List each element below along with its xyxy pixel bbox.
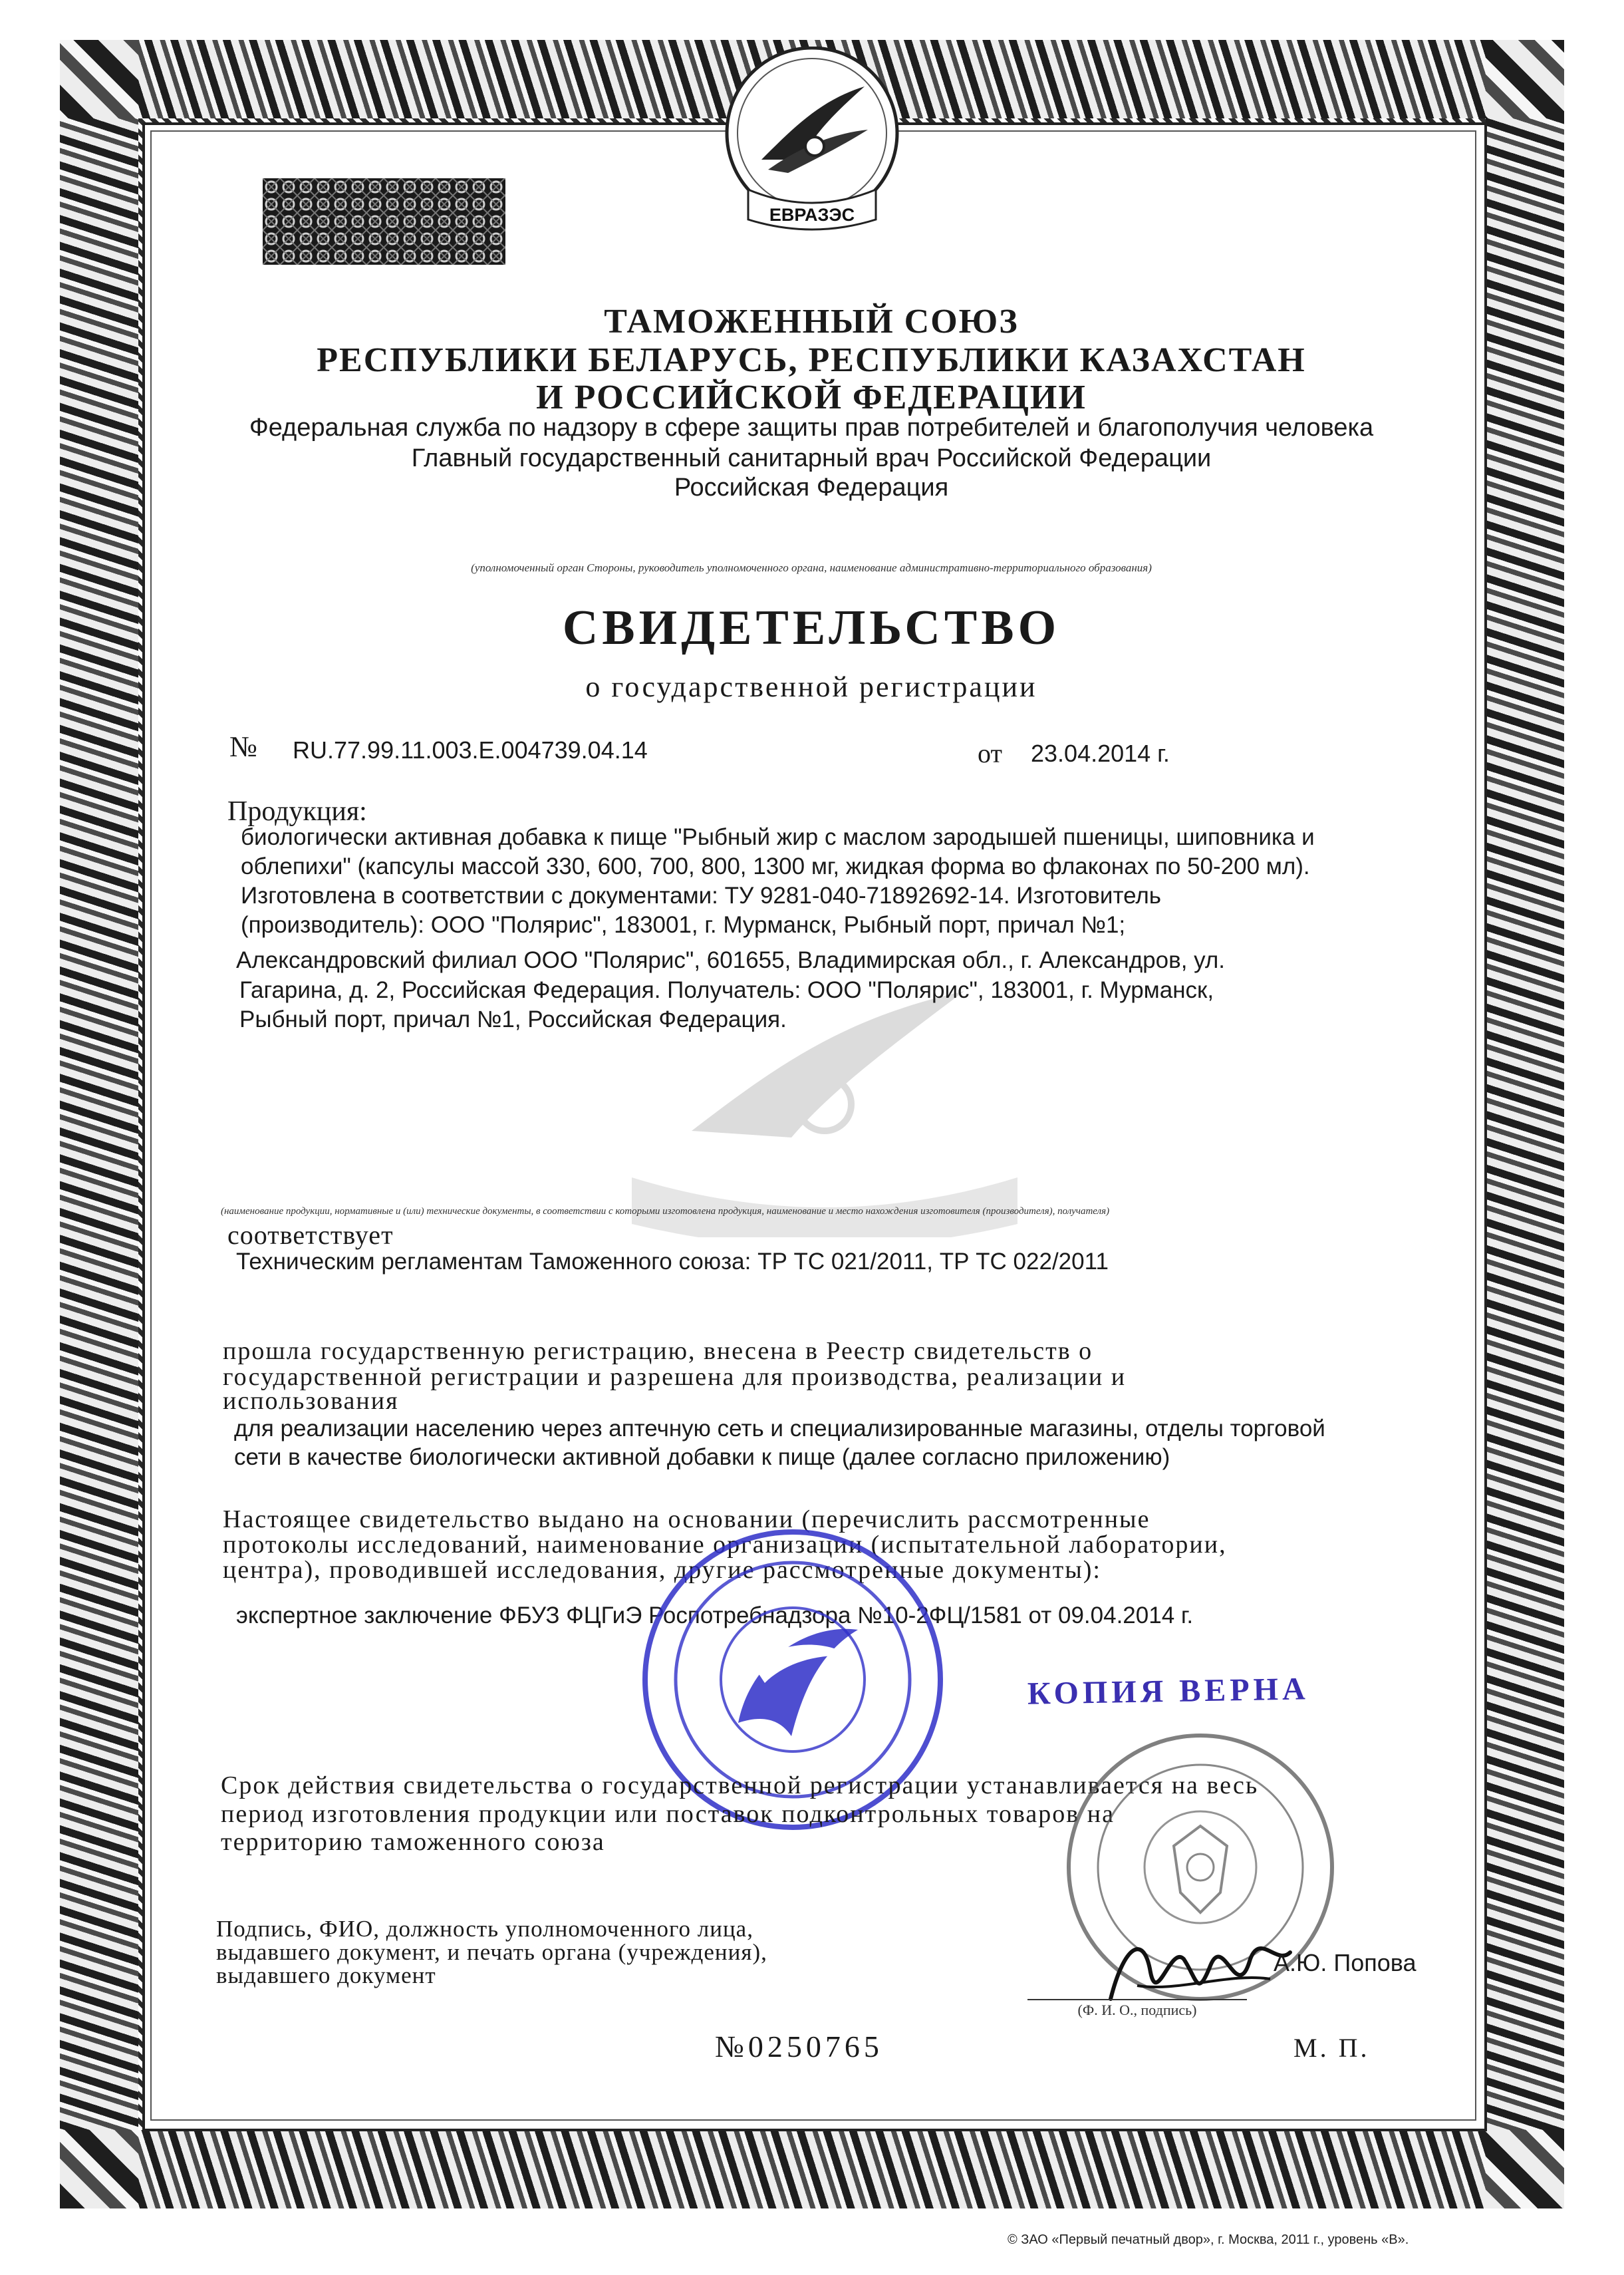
header-line1: ТАМОЖЕННЫЙ СОЮЗ [604, 303, 1019, 341]
registration-detail-2: сети в качестве биологически активной добавки к пище (далее согласно приложению) [234, 1444, 1170, 1470]
product-line-6: Гагарина, д. 2, Российская Федерация. Получатель: ООО "Полярис", 183001, г. Мурманск, [239, 977, 1214, 1003]
hologram-block [263, 178, 505, 265]
certificate-date: 23.04.2014 г. [1031, 740, 1170, 767]
compliance-label: соответствует [227, 1220, 394, 1250]
emblem-label: ЕВРАЗЭС [769, 205, 855, 225]
product-note: (наименование продукции, нормативные и (или) технические документы, в соответствии с которыми изготовлена продукция, наименование и место нахождения изготовителя (производителя), получателя) [221, 1206, 1110, 1217]
basis-line-3: центра), проводившей исследования, другие рассмотренные документы): [223, 1556, 1101, 1584]
basis-detail: экспертное заключение ФБУЗ ФЦГиЭ Роспотребнадзора №10-2ФЦ/1581 от 09.04.2014 г. [236, 1602, 1194, 1628]
registration-detail-1: для реализации населению через аптечную сеть и специализированные магазины, отделы торговой [234, 1416, 1325, 1441]
header-line2: РЕСПУБЛИКИ БЕЛАРУСЬ, РЕСПУБЛИКИ КАЗАХСТАН [317, 341, 1306, 379]
validity-line-3: территорию таможенного союза [221, 1828, 605, 1856]
date-prefix: от [978, 738, 1002, 768]
seal-place-label: М. П. [1293, 2033, 1370, 2063]
validity-line-1: Срок действия свидетельства о государственной регистрации устанавливается на весь [221, 1771, 1259, 1799]
printer-imprint: © ЗАО «Первый печатный двор», г. Москва, 2011 г., уровень «В». [1008, 2232, 1409, 2247]
basis-line-2: протоколы исследований, наименование организации (испытательной лаборатории, [223, 1531, 1227, 1559]
validity-line-2: период изготовления продукции или поставок подконтрольных товаров на [221, 1800, 1115, 1828]
authority-line1: Федеральная служба по надзору в сфере защиты прав потребителей и благополучия человека [249, 414, 1374, 442]
product-label: Продукция: [227, 796, 367, 827]
authority-line3: Российская Федерация [674, 474, 949, 502]
product-line-2: облепихи" (капсулы массой 330, 600, 700, 800, 1300 мг, жидкая форма во флаконах по 50-200 мл). [241, 853, 1310, 879]
signature-line-3: выдавшего документ [216, 1962, 436, 1988]
serial-number: №0250765 [715, 2030, 883, 2063]
product-line-3: Изготовлена в соответствии с документами: ТУ 9281-040-71892692-14. Изготовитель [241, 883, 1162, 909]
eurasec-emblem [722, 47, 902, 239]
certificate-number: RU.77.99.11.003.Е.004739.04.14 [293, 736, 648, 764]
registration-line-3: использования [223, 1387, 399, 1415]
authority-line2: Главный государственный санитарный врач Российской Федерации [411, 444, 1212, 472]
product-line-5: Александровский филиал ООО "Полярис", 601655, Владимирская обл., г. Александров, ул. [236, 947, 1226, 973]
authority-note: (уполномоченный орган Стороны, руководитель уполномоченного органа, наименование административно-территориального образования) [471, 561, 1152, 574]
document-subtitle: о государственной регистрации [585, 671, 1037, 703]
registration-line-2: государственной регистрации и разрешена для производства, реализации и [223, 1363, 1127, 1391]
copy-certified-stamp: КОПИЯ ВЕРНА [1027, 1671, 1310, 1712]
product-line-7: Рыбный порт, причал №1, Российская Федерация. [239, 1006, 787, 1032]
product-line-4: (производитель): ООО "Полярис", 183001, г. Мурманск, Рыбный порт, причал №1; [241, 912, 1126, 938]
basis-line-1: Настоящее свидетельство выдано на основании (перечислить рассмотренные [223, 1505, 1150, 1533]
document-title: СВИДЕТЕЛЬСТВО [562, 601, 1061, 655]
product-line-1: биологически активная добавка к пище "Рыбный жир с маслом зародышей пшеницы, шиповника и [241, 824, 1315, 850]
signatory-name: А.Ю. Попова [1274, 1949, 1417, 1976]
registration-line-1: прошла государственную регистрацию, внесена в Реестр свидетельств о [223, 1337, 1093, 1365]
signature-line-2: выдавшего документ, и печать органа (учреждения), [216, 1939, 767, 1965]
number-prefix: № [229, 730, 257, 763]
signature-caption: (Ф. И. О., подпись) [1027, 1999, 1247, 2019]
compliance-text: Техническим регламентам Таможенного союза: ТР ТС 021/2011, ТР ТС 022/2011 [236, 1249, 1109, 1275]
signature-line-1: Подпись, ФИО, должность уполномоченного лица, [216, 1916, 753, 1942]
header-line3: И РОССИЙСКОЙ ФЕДЕРАЦИИ [536, 379, 1087, 416]
